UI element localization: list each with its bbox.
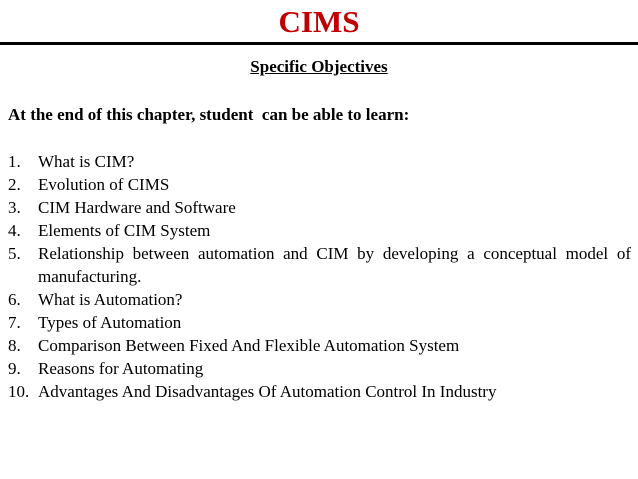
title-divider bbox=[0, 42, 638, 45]
list-item-text: Elements of CIM System bbox=[38, 221, 211, 240]
list-item-text: Advantages And Disadvantages Of Automation Control In Industry bbox=[38, 382, 497, 401]
list-item bbox=[8, 380, 631, 403]
list-item-text: Comparison Between Fixed And Flexible Automation System bbox=[38, 336, 460, 355]
list-item-number: 5. bbox=[8, 244, 21, 263]
intro-text: At the end of this chapter, student can be able to learn: bbox=[8, 105, 410, 124]
list-item-text: Reasons for Automating bbox=[38, 359, 204, 378]
list-item-text: What is CIM? bbox=[38, 152, 135, 171]
list-item bbox=[8, 173, 631, 196]
list-item bbox=[8, 357, 631, 380]
objectives-list bbox=[8, 150, 631, 403]
list-item bbox=[8, 219, 631, 242]
list-item-number: 6. bbox=[8, 290, 21, 309]
list-item-text: Types of Automation bbox=[38, 313, 182, 332]
list-item-text: Relationship between automation and CIM by developing a conceptual model of manufacturing. bbox=[38, 244, 631, 286]
list-item bbox=[8, 334, 631, 357]
section-heading: Specific Objectives bbox=[250, 57, 388, 76]
list-item-number: 8. bbox=[8, 336, 21, 355]
list-item bbox=[8, 196, 631, 219]
list-item-number: 10. bbox=[8, 382, 30, 401]
list-item bbox=[8, 311, 631, 334]
list-item-number: 2. bbox=[8, 175, 21, 194]
list-item-text: Evolution of CIMS bbox=[38, 175, 170, 194]
list-item-number: 7. bbox=[8, 313, 21, 332]
list-item-text: What is Automation? bbox=[38, 290, 183, 309]
list-item-text: CIM Hardware and Software bbox=[38, 198, 236, 217]
list-item-number: 9. bbox=[8, 359, 21, 378]
list-item bbox=[8, 150, 631, 173]
list-item-number: 4. bbox=[8, 221, 21, 240]
list-item-number: 3. bbox=[8, 198, 21, 217]
list-item bbox=[8, 242, 631, 288]
slide-title: CIMS bbox=[278, 4, 360, 39]
list-item-number: 1. bbox=[8, 152, 21, 171]
list-item bbox=[8, 288, 631, 311]
